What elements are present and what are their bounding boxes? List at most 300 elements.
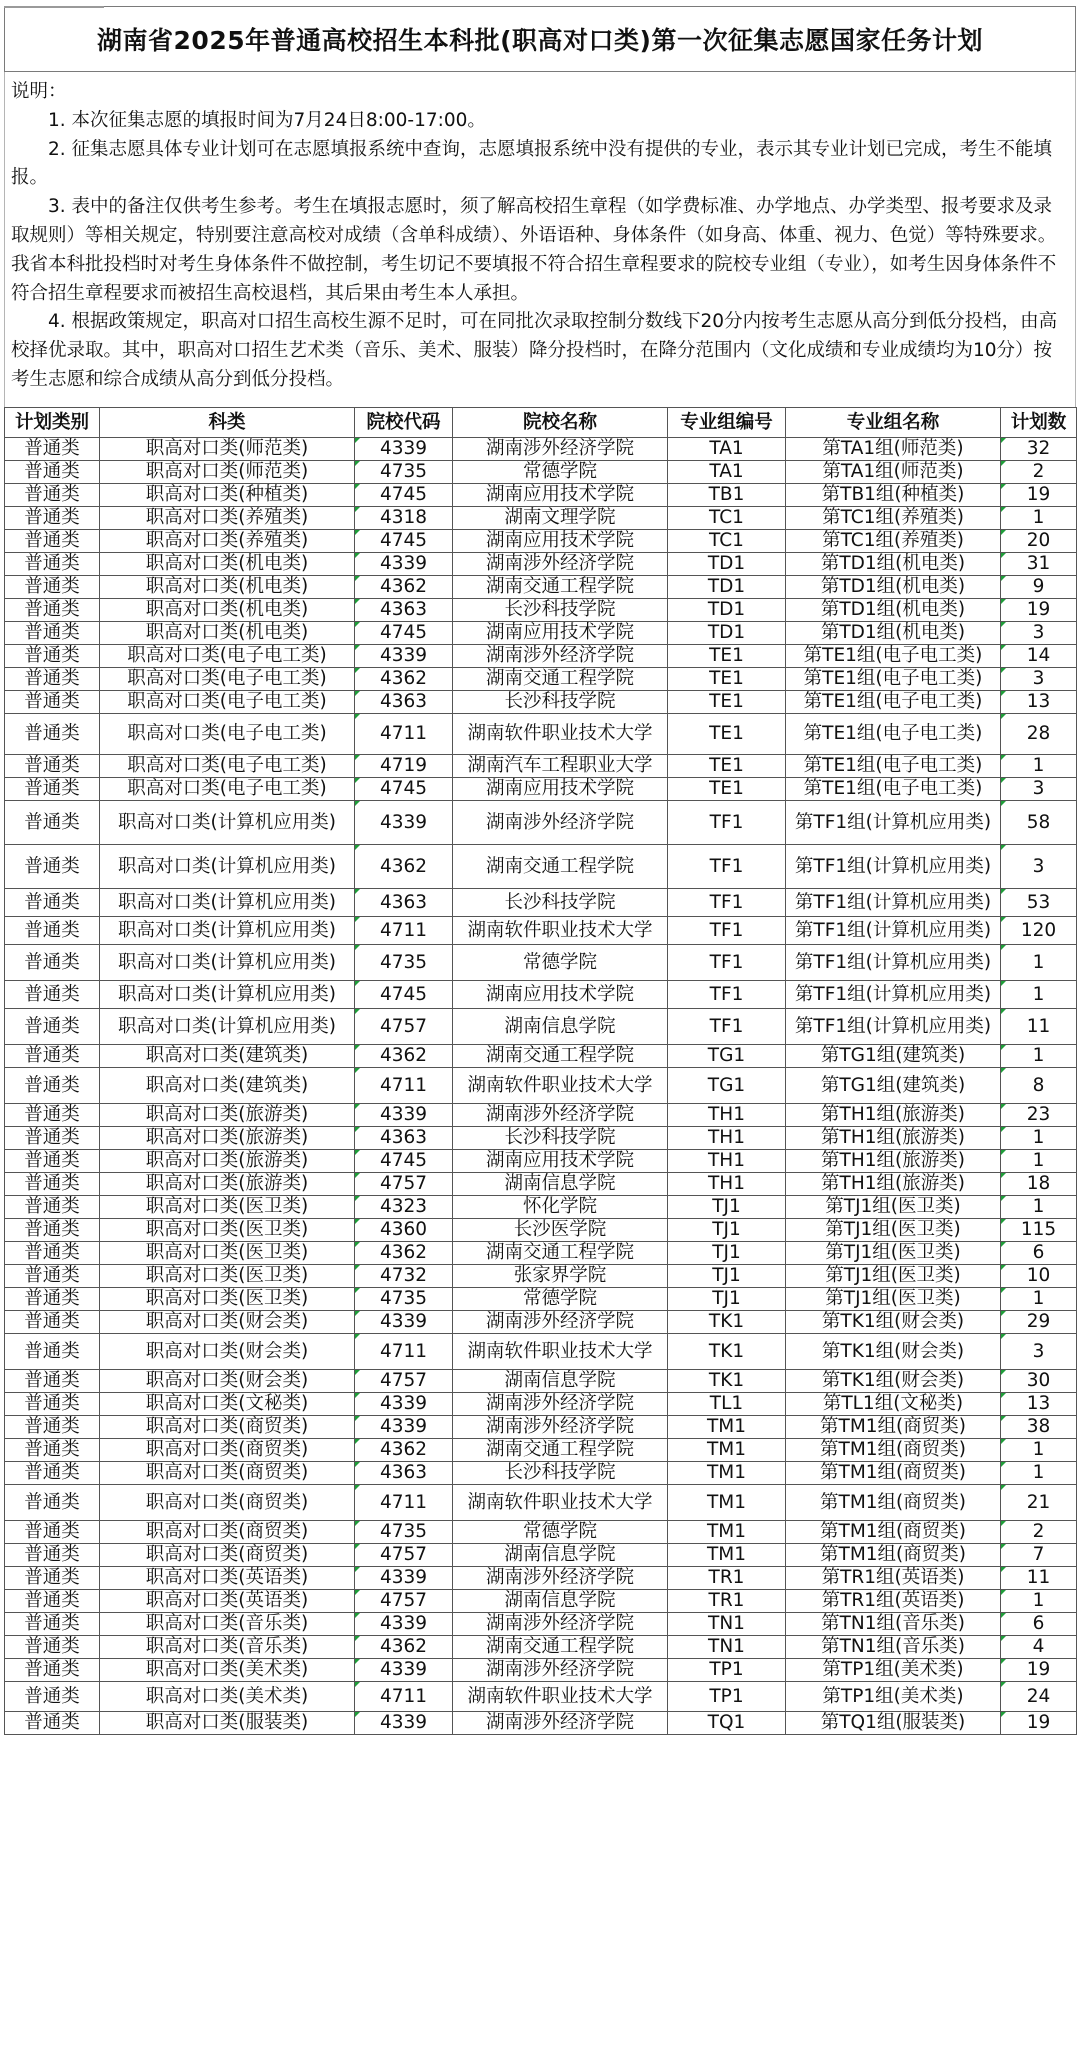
cell-plan-count: 19 [1001,1712,1077,1735]
cell-plan-category: 普通类 [5,530,100,553]
cell-group-code: TK1 [668,1311,786,1334]
cell-school-name: 湖南涉外经济学院 [453,1613,668,1636]
cell-group-code: TF1 [668,801,786,845]
cell-group-code: TN1 [668,1636,786,1659]
cell-plan-category: 普通类 [5,1009,100,1045]
top-rule [4,6,104,8]
cell-group-name: 第TH1组(旅游类) [786,1150,1001,1173]
cell-school-code: 4339 [355,801,453,845]
cell-school-name: 湖南信息学院 [453,1590,668,1613]
cell-plan-category: 普通类 [5,889,100,917]
cell-group-name: 第TB1组(种植类) [786,484,1001,507]
cell-plan-category: 普通类 [5,945,100,981]
cell-plan-count: 28 [1001,714,1077,755]
note-item: 3. 表中的备注仅供考生参考。考生在填报志愿时，须了解高校招生章程（如学费标准、办学地点、办学类型、报考要求及录取规则）等相关规定，特别要注意高校对成绩（含单科成绩）、外语语种、身体条件（如身高、体重、视力、色觉）等特殊要求。我省本科批投档时对考生身体条件不做控制，考生切记不要填报不符合招生章程要求的院校专业组（专业），如考生因身体条件不符合招生章程要求而被招生高校退档，其后果由考生本人承担。 [11,196,1057,304]
cell-group-code: TH1 [668,1127,786,1150]
cell-plan-category: 普通类 [5,1127,100,1150]
cell-subject-category: 职高对口类(文秘类) [100,1393,355,1416]
cell-plan-category: 普通类 [5,1613,100,1636]
cell-subject-category: 职高对口类(机电类) [100,599,355,622]
cell-school-code: 4362 [355,845,453,889]
cell-school-name: 湖南软件职业技术大学 [453,1334,668,1370]
table-row [5,1127,1077,1150]
cell-subject-category: 职高对口类(商贸类) [100,1521,355,1544]
cell-plan-count: 31 [1001,553,1077,576]
cell-group-name: 第TM1组(商贸类) [786,1544,1001,1567]
cell-subject-category: 职高对口类(计算机应用类) [100,845,355,889]
cell-group-name: 第TE1组(电子电工类) [786,691,1001,714]
cell-subject-category: 职高对口类(旅游类) [100,1150,355,1173]
table-row [5,1416,1077,1439]
cell-plan-count: 3 [1001,845,1077,889]
cell-school-code: 4735 [355,1288,453,1311]
cell-group-name: 第TF1组(计算机应用类) [786,917,1001,945]
cell-school-name: 湖南应用技术学院 [453,1150,668,1173]
cell-school-code: 4362 [355,1439,453,1462]
table-row [5,1439,1077,1462]
table-row [5,691,1077,714]
cell-plan-count: 120 [1001,917,1077,945]
cell-group-code: TQ1 [668,1712,786,1735]
cell-subject-category: 职高对口类(旅游类) [100,1173,355,1196]
cell-plan-category: 普通类 [5,1196,100,1219]
table-row [5,889,1077,917]
cell-plan-count: 11 [1001,1009,1077,1045]
header-plan-category: 计划类别 [5,408,100,438]
table-row [5,1712,1077,1735]
cell-group-code: TK1 [668,1334,786,1370]
cell-subject-category: 职高对口类(计算机应用类) [100,981,355,1009]
cell-subject-category: 职高对口类(医卫类) [100,1265,355,1288]
cell-group-code: TA1 [668,438,786,461]
cell-school-code: 4363 [355,691,453,714]
cell-school-name: 湖南软件职业技术大学 [453,1485,668,1521]
cell-school-name: 湖南涉外经济学院 [453,1104,668,1127]
cell-school-code: 4363 [355,1462,453,1485]
cell-group-code: TF1 [668,889,786,917]
cell-school-code: 4339 [355,1393,453,1416]
cell-group-code: TM1 [668,1544,786,1567]
cell-plan-count: 4 [1001,1636,1077,1659]
notes-heading: 说明： [11,81,67,102]
cell-school-code: 4719 [355,755,453,778]
cell-school-code: 4339 [355,438,453,461]
cell-school-name: 常德学院 [453,1288,668,1311]
table-row [5,1462,1077,1485]
cell-group-code: TM1 [668,1439,786,1462]
cell-group-name: 第TP1组(美术类) [786,1659,1001,1682]
cell-plan-count: 115 [1001,1219,1077,1242]
cell-plan-count: 19 [1001,1659,1077,1682]
cell-plan-category: 普通类 [5,1590,100,1613]
cell-plan-count: 2 [1001,461,1077,484]
cell-group-code: TJ1 [668,1265,786,1288]
cell-plan-category: 普通类 [5,778,100,801]
cell-subject-category: 职高对口类(计算机应用类) [100,801,355,845]
cell-subject-category: 职高对口类(师范类) [100,461,355,484]
cell-subject-category: 职高对口类(英语类) [100,1567,355,1590]
cell-plan-category: 普通类 [5,599,100,622]
cell-subject-category: 职高对口类(医卫类) [100,1242,355,1265]
cell-group-code: TF1 [668,945,786,981]
cell-group-name: 第TA1组(师范类) [786,461,1001,484]
cell-plan-category: 普通类 [5,1265,100,1288]
cell-school-name: 湖南涉外经济学院 [453,1311,668,1334]
cell-school-name: 湖南涉外经济学院 [453,1393,668,1416]
cell-plan-category: 普通类 [5,1334,100,1370]
cell-group-name: 第TR1组(英语类) [786,1567,1001,1590]
cell-school-name: 湖南交通工程学院 [453,1242,668,1265]
cell-plan-category: 普通类 [5,917,100,945]
cell-group-code: TE1 [668,668,786,691]
table-row [5,1613,1077,1636]
cell-school-code: 4363 [355,599,453,622]
cell-school-code: 4735 [355,461,453,484]
header-group-name: 专业组名称 [786,408,1001,438]
cell-subject-category: 职高对口类(医卫类) [100,1196,355,1219]
cell-subject-category: 职高对口类(种植类) [100,484,355,507]
cell-plan-count: 58 [1001,801,1077,845]
cell-group-name: 第TQ1组(服装类) [786,1712,1001,1735]
table-row [5,981,1077,1009]
cell-plan-category: 普通类 [5,1393,100,1416]
cell-school-code: 4745 [355,530,453,553]
cell-subject-category: 职高对口类(旅游类) [100,1127,355,1150]
cell-group-name: 第TF1组(计算机应用类) [786,1009,1001,1045]
cell-plan-count: 29 [1001,1311,1077,1334]
cell-school-name: 湖南软件职业技术大学 [453,917,668,945]
cell-subject-category: 职高对口类(美术类) [100,1682,355,1712]
cell-plan-count: 3 [1001,622,1077,645]
cell-group-name: 第TK1组(财会类) [786,1334,1001,1370]
cell-plan-count: 1 [1001,981,1077,1009]
cell-school-code: 4339 [355,1567,453,1590]
cell-group-code: TH1 [668,1104,786,1127]
cell-school-code: 4757 [355,1544,453,1567]
cell-subject-category: 职高对口类(财会类) [100,1370,355,1393]
cell-school-code: 4362 [355,668,453,691]
cell-school-code: 4745 [355,484,453,507]
cell-plan-count: 3 [1001,778,1077,801]
cell-group-name: 第TE1组(电子电工类) [786,755,1001,778]
table-row [5,845,1077,889]
cell-plan-count: 19 [1001,484,1077,507]
cell-school-code: 4339 [355,645,453,668]
cell-group-name: 第TD1组(机电类) [786,576,1001,599]
table-row [5,1009,1077,1045]
cell-group-name: 第TA1组(师范类) [786,438,1001,461]
cell-plan-category: 普通类 [5,1544,100,1567]
cell-group-code: TH1 [668,1173,786,1196]
cell-group-name: 第TF1组(计算机应用类) [786,801,1001,845]
cell-school-name: 湖南文理学院 [453,507,668,530]
cell-group-name: 第TR1组(英语类) [786,1590,1001,1613]
table-row [5,1544,1077,1567]
cell-group-name: 第TP1组(美术类) [786,1682,1001,1712]
cell-plan-category: 普通类 [5,1682,100,1712]
cell-group-code: TE1 [668,691,786,714]
table-row [5,1045,1077,1068]
cell-subject-category: 职高对口类(机电类) [100,553,355,576]
cell-school-code: 4339 [355,1104,453,1127]
cell-plan-count: 7 [1001,1544,1077,1567]
cell-plan-count: 1 [1001,1590,1077,1613]
cell-group-code: TC1 [668,530,786,553]
cell-plan-count: 1 [1001,755,1077,778]
cell-subject-category: 职高对口类(财会类) [100,1334,355,1370]
cell-group-name: 第TF1组(计算机应用类) [786,889,1001,917]
cell-group-code: TF1 [668,845,786,889]
cell-school-code: 4339 [355,1613,453,1636]
cell-school-name: 湖南交通工程学院 [453,1439,668,1462]
table-row [5,1485,1077,1521]
cell-group-name: 第TE1组(电子电工类) [786,778,1001,801]
cell-group-name: 第TC1组(养殖类) [786,507,1001,530]
cell-subject-category: 职高对口类(计算机应用类) [100,1009,355,1045]
cell-school-name: 张家界学院 [453,1265,668,1288]
table-row [5,945,1077,981]
cell-school-code: 4360 [355,1219,453,1242]
cell-group-name: 第TN1组(音乐类) [786,1636,1001,1659]
cell-plan-count: 32 [1001,438,1077,461]
cell-group-code: TF1 [668,1009,786,1045]
cell-plan-count: 20 [1001,530,1077,553]
table-body [5,438,1077,1735]
cell-group-name: 第TE1组(电子电工类) [786,645,1001,668]
cell-school-name: 长沙科技学院 [453,889,668,917]
cell-school-name: 长沙医学院 [453,1219,668,1242]
cell-plan-category: 普通类 [5,576,100,599]
table-row [5,1311,1077,1334]
cell-school-code: 4711 [355,1334,453,1370]
cell-school-code: 4711 [355,917,453,945]
note-item: 1. 本次征集志愿的填报时间为7月24日8:00-17:00。 [48,109,486,131]
cell-school-code: 4362 [355,1045,453,1068]
cell-subject-category: 职高对口类(旅游类) [100,1104,355,1127]
table-row [5,1288,1077,1311]
cell-school-code: 4339 [355,1416,453,1439]
cell-group-code: TE1 [668,714,786,755]
cell-group-code: TF1 [668,917,786,945]
cell-plan-category: 普通类 [5,1242,100,1265]
cell-group-code: TP1 [668,1659,786,1682]
cell-school-name: 湖南涉外经济学院 [453,438,668,461]
cell-plan-category: 普通类 [5,1416,100,1439]
cell-school-code: 4757 [355,1009,453,1045]
cell-plan-category: 普通类 [5,1462,100,1485]
cell-group-name: 第TJ1组(医卫类) [786,1242,1001,1265]
cell-plan-category: 普通类 [5,484,100,507]
cell-school-code: 4362 [355,576,453,599]
cell-group-name: 第TG1组(建筑类) [786,1045,1001,1068]
cell-group-name: 第TM1组(商贸类) [786,1521,1001,1544]
cell-plan-category: 普通类 [5,1045,100,1068]
cell-plan-category: 普通类 [5,845,100,889]
cell-subject-category: 职高对口类(计算机应用类) [100,945,355,981]
cell-plan-count: 24 [1001,1682,1077,1712]
cell-plan-count: 2 [1001,1521,1077,1544]
cell-group-name: 第TM1组(商贸类) [786,1485,1001,1521]
cell-school-code: 4318 [355,507,453,530]
cell-group-code: TR1 [668,1567,786,1590]
cell-school-name: 湖南信息学院 [453,1544,668,1567]
cell-plan-category: 普通类 [5,1712,100,1735]
cell-plan-count: 19 [1001,599,1077,622]
cell-school-name: 湖南涉外经济学院 [453,1416,668,1439]
table-row [5,668,1077,691]
table-row [5,1104,1077,1127]
table-row [5,1567,1077,1590]
notes-section [4,72,1076,407]
cell-school-code: 4732 [355,1265,453,1288]
cell-subject-category: 职高对口类(机电类) [100,622,355,645]
cell-school-name: 长沙科技学院 [453,1127,668,1150]
cell-plan-category: 普通类 [5,1219,100,1242]
note-item: 2. 征集志愿具体专业计划可在志愿填报系统中查询，志愿填报系统中没有提供的专业，表示其专业计划已完成，考生不能填报。 [11,138,1053,189]
cell-school-code: 4745 [355,778,453,801]
cell-group-code: TE1 [668,755,786,778]
table-row [5,553,1077,576]
cell-plan-count: 3 [1001,1334,1077,1370]
cell-group-name: 第TJ1组(医卫类) [786,1288,1001,1311]
cell-group-name: 第TM1组(商贸类) [786,1416,1001,1439]
cell-plan-count: 30 [1001,1370,1077,1393]
cell-school-name: 长沙科技学院 [453,691,668,714]
cell-plan-category: 普通类 [5,1150,100,1173]
table-row [5,801,1077,845]
cell-group-name: 第TC1组(养殖类) [786,530,1001,553]
cell-group-name: 第TN1组(音乐类) [786,1613,1001,1636]
cell-group-name: 第TG1组(建筑类) [786,1068,1001,1104]
cell-plan-count: 1 [1001,945,1077,981]
cell-group-code: TG1 [668,1045,786,1068]
cell-plan-category: 普通类 [5,668,100,691]
cell-plan-count: 13 [1001,691,1077,714]
cell-school-code: 4735 [355,945,453,981]
cell-school-code: 4757 [355,1173,453,1196]
cell-plan-count: 9 [1001,576,1077,599]
header-group-code: 专业组编号 [668,408,786,438]
cell-group-code: TJ1 [668,1219,786,1242]
cell-group-code: TM1 [668,1416,786,1439]
table-row [5,1393,1077,1416]
cell-group-name: 第TK1组(财会类) [786,1311,1001,1334]
cell-school-code: 4323 [355,1196,453,1219]
cell-group-code: TR1 [668,1590,786,1613]
cell-group-code: TA1 [668,461,786,484]
cell-group-name: 第TJ1组(医卫类) [786,1265,1001,1288]
table-row [5,1590,1077,1613]
cell-school-code: 4745 [355,622,453,645]
cell-plan-category: 普通类 [5,438,100,461]
cell-group-code: TP1 [668,1682,786,1712]
cell-group-code: TE1 [668,645,786,668]
cell-group-name: 第TK1组(财会类) [786,1370,1001,1393]
cell-school-code: 4363 [355,1127,453,1150]
cell-school-name: 湖南软件职业技术大学 [453,1068,668,1104]
table-row [5,1242,1077,1265]
cell-plan-count: 11 [1001,1567,1077,1590]
cell-group-code: TC1 [668,507,786,530]
cell-school-code: 4339 [355,1659,453,1682]
table-row [5,438,1077,461]
cell-school-name: 长沙科技学院 [453,1462,668,1485]
cell-school-name: 怀化学院 [453,1196,668,1219]
cell-plan-count: 18 [1001,1173,1077,1196]
cell-school-code: 4339 [355,1311,453,1334]
cell-subject-category: 职高对口类(财会类) [100,1311,355,1334]
cell-subject-category: 职高对口类(电子电工类) [100,755,355,778]
table-row [5,1196,1077,1219]
cell-group-code: TD1 [668,599,786,622]
cell-plan-count: 1 [1001,1196,1077,1219]
cell-school-name: 湖南应用技术学院 [453,530,668,553]
cell-subject-category: 职高对口类(师范类) [100,438,355,461]
cell-group-name: 第TF1组(计算机应用类) [786,845,1001,889]
cell-subject-category: 职高对口类(建筑类) [100,1068,355,1104]
cell-group-name: 第TJ1组(医卫类) [786,1219,1001,1242]
header-school-name: 院校名称 [453,408,668,438]
cell-school-name: 湖南涉外经济学院 [453,553,668,576]
cell-subject-category: 职高对口类(计算机应用类) [100,917,355,945]
table-row [5,530,1077,553]
cell-school-code: 4362 [355,1636,453,1659]
cell-school-code: 4711 [355,714,453,755]
cell-school-name: 湖南涉外经济学院 [453,645,668,668]
cell-group-name: 第TE1组(电子电工类) [786,668,1001,691]
cell-plan-count: 53 [1001,889,1077,917]
table-row [5,1173,1077,1196]
cell-subject-category: 职高对口类(医卫类) [100,1288,355,1311]
cell-plan-count: 1 [1001,1462,1077,1485]
cell-plan-category: 普通类 [5,755,100,778]
cell-subject-category: 职高对口类(电子电工类) [100,714,355,755]
cell-school-code: 4363 [355,889,453,917]
table-row [5,1150,1077,1173]
cell-plan-category: 普通类 [5,714,100,755]
cell-subject-category: 职高对口类(电子电工类) [100,645,355,668]
cell-group-code: TM1 [668,1521,786,1544]
cell-plan-category: 普通类 [5,1567,100,1590]
cell-plan-category: 普通类 [5,1068,100,1104]
cell-subject-category: 职高对口类(服装类) [100,1712,355,1735]
cell-plan-category: 普通类 [5,1521,100,1544]
cell-group-name: 第TF1组(计算机应用类) [786,945,1001,981]
cell-group-code: TN1 [668,1613,786,1636]
cell-school-name: 湖南涉外经济学院 [453,801,668,845]
cell-plan-count: 23 [1001,1104,1077,1127]
cell-group-name: 第TF1组(计算机应用类) [786,981,1001,1009]
cell-plan-category: 普通类 [5,645,100,668]
cell-subject-category: 职高对口类(养殖类) [100,507,355,530]
cell-plan-category: 普通类 [5,1659,100,1682]
cell-school-code: 4745 [355,981,453,1009]
table-row [5,755,1077,778]
cell-plan-category: 普通类 [5,507,100,530]
cell-plan-count: 21 [1001,1485,1077,1521]
cell-plan-category: 普通类 [5,691,100,714]
cell-subject-category: 职高对口类(英语类) [100,1590,355,1613]
cell-group-code: TL1 [668,1393,786,1416]
cell-group-code: TG1 [668,1068,786,1104]
cell-plan-category: 普通类 [5,981,100,1009]
cell-plan-count: 6 [1001,1613,1077,1636]
table-row [5,507,1077,530]
cell-subject-category: 职高对口类(医卫类) [100,1219,355,1242]
cell-plan-count: 6 [1001,1242,1077,1265]
cell-group-name: 第TL1组(文秘类) [786,1393,1001,1416]
cell-group-name: 第TJ1组(医卫类) [786,1196,1001,1219]
